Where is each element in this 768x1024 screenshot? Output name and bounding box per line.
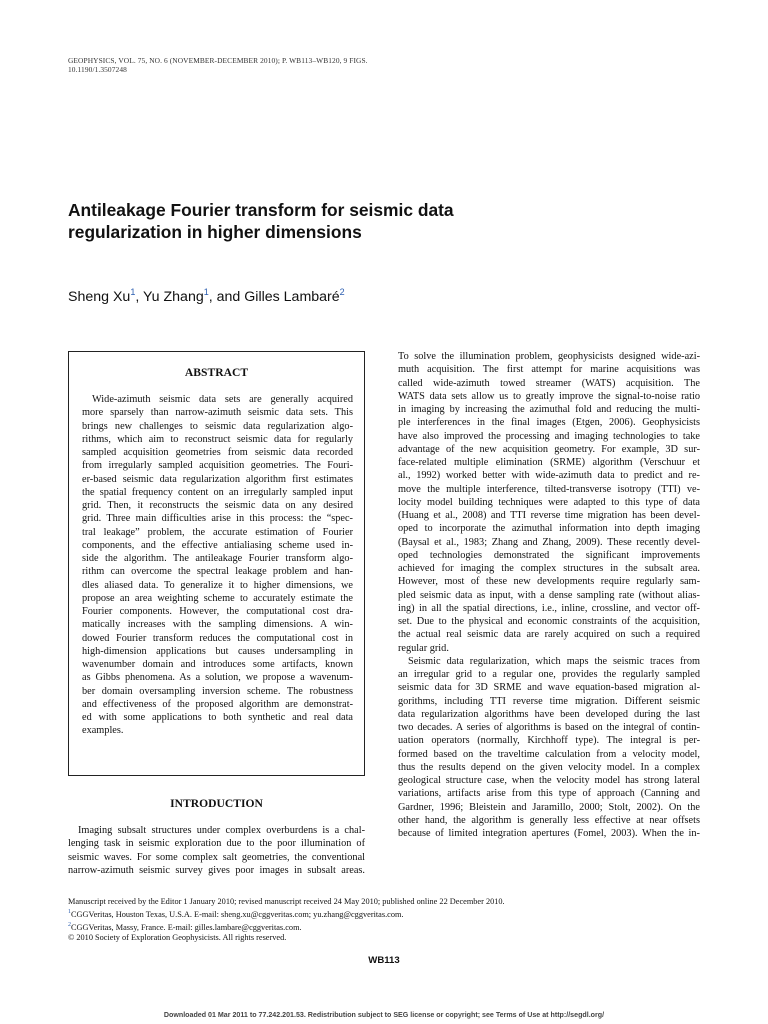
text-line: matically increases with the sampling dimensions. A win- (82, 619, 353, 631)
text-line: as Gibbs phenomena. As a solution, we propose a wavenum- (82, 672, 353, 684)
text-line: Fourier components. However, the computational cost dra- (82, 606, 353, 617)
text-line: (Huang et al., 2008) and TTI reverse time migration has been devel- (398, 510, 700, 521)
affiliation-link-1[interactable]: 1 (130, 287, 136, 297)
text-line: rithms, which aim to reconstruct seismic data for regularly (82, 433, 353, 445)
text-line: grid. Then, it reconstructs the seismic data on any desired (82, 500, 353, 511)
text-line: To solve the illumination problem, geophysicists designed wide-azi- (398, 351, 700, 362)
text-line: components, and the effective antialiasing scheme used in- (82, 539, 353, 551)
text-line: more sparsely than narrow-azimuth seismic data sets. This (82, 407, 353, 419)
text-line: Imaging subsalt structures under complex overburdens is a chal- (78, 825, 365, 836)
text-line: oped to incorporate the azimuthal information into depth imaging (398, 523, 700, 535)
introduction-heading: INTRODUCTION (170, 797, 263, 810)
journal-header (68, 56, 688, 74)
affiliation-1: $^1$CGGVeritas, Houston Texas, U.S.A. E-mail: sheng.xu@cggveritas.com; yu.zhang@cggveritas.com. (68, 909, 404, 920)
text-line: seismic data for 3D SRME and wave equation-based migration al- (398, 682, 700, 694)
text-line: in imaging by increasing the azimuthal fold and reducing the multi- (398, 404, 700, 415)
author-separator: , (135, 289, 143, 305)
text-line: tral leakage” problem, the accurate estimation of Fourier (82, 526, 353, 538)
author-separator: , and (208, 289, 245, 305)
affiliation-2: $^2$CGGVeritas, Massy, France. E-mail: gilles.lambare@cggveritas.com. (68, 922, 302, 933)
text-line: regular grid. (398, 642, 449, 654)
text-line: data regularization algorithms have been developed during the last (398, 708, 700, 720)
text-line: and effectiveness of the proposed algorithm are demonstrat- (82, 698, 353, 710)
text-line: thus the results depend on the given velocity model. In a complex (398, 761, 700, 773)
text-line: pled seismic data as input, with a dense sampling rate (without alias- (398, 589, 700, 601)
text-line: formed based on the traveltime calculation from a velocity model, (398, 748, 700, 760)
text-line: called wide-azimuth towed streamer (WATS) acquisition. The (398, 377, 700, 389)
text-line: seismic waves. For some complex salt geometries, the conventional (68, 851, 365, 863)
text-line: brings new challenges to seismic data regularization algo- (82, 420, 353, 432)
text-line: wavenumber domain and introduces some artifacts, known (82, 659, 353, 670)
journal-citation: GEOPHYSICS, VOL. 75, NO. 6 (NOVEMBER-DECEMBER 2010); P. WB113–WB120, 9 FIGS. (68, 56, 368, 65)
text-line: high-dimension applications but causes undersampling in (82, 645, 353, 657)
text-line: lenging task in seismic exploration due to the poor illumination of (68, 838, 365, 850)
author-1: Sheng Xu (68, 289, 131, 305)
text-line: side the algorithm. The antileakage Fourier transform algo- (82, 553, 353, 564)
text-line: WATS data sets allow us to greatly improve the signal-to-noise ratio (398, 390, 700, 402)
text-line: Gardner, 1996; Bleistein and Jaramillo, 2000; Stolt, 2002). On the (398, 801, 700, 813)
text-line: ple interferences in the final images (Etgen, 2006). Geophysicists (398, 417, 700, 429)
download-notice: Downloaded 01 Mar 2011 to 77.242.201.53. Redistribution subject to SEG license or copyright; see Terms of Use at http://segdl.org/ (163, 1011, 605, 1019)
text-line: ed with some applications to both synthetic and real data (82, 712, 353, 723)
text-line: al., 1992) worked better with wide-azimuth data to predict and re- (398, 470, 700, 482)
copyright: © 2010 Society of Exploration Geophysicists. All rights reserved. (68, 933, 287, 943)
text-line: have also improved the processing and imaging technologies to take (398, 430, 700, 442)
text-line: narrow-azimuth seismic survey gives poor images in subsalt areas. (68, 864, 365, 876)
text-line: er-based seismic data regularization algorithm first estimates (82, 473, 353, 485)
text-line: dowed Fourier transform reduces the computational cost in (82, 632, 353, 644)
text-line: gorithms, including TTI reverse time migration. Different seismic (398, 695, 700, 707)
text-line: Wide-azimuth seismic data sets are generally acquired (92, 394, 353, 405)
author-list (68, 287, 345, 305)
text-line: from irregularly sampled acquisition geometries. The Fouri- (82, 460, 353, 472)
abstract-box (68, 351, 365, 776)
text-line: face-related multiple elimination (SRME) algorithm (Verschuur et (398, 457, 700, 468)
text-line: set. Due to the physical and economic constraints of the acquisition, (398, 616, 700, 627)
text-line: achieved for imaging the complex structures in the subsalt area. (398, 563, 700, 574)
author-3: Gilles Lambaré (244, 289, 340, 305)
text-line: an irregular grid to a regular one, provides the regularly sampled (398, 669, 700, 680)
text-line: Seismic data regularization, which maps the seismic traces from (408, 655, 700, 667)
title-line-2: regularization in higher dimensions (68, 222, 362, 242)
text-line: dles aliased data. To generalize it to higher dimensions, we (82, 579, 353, 591)
text-line: sampled acquisition geometries from seismic data recorded (82, 447, 353, 458)
text-line: locity model building techniques were adapted to this type of data (398, 496, 700, 508)
text-line: However, most of these new developments require regularly sam- (398, 576, 700, 588)
abstract-heading: ABSTRACT (184, 366, 249, 379)
introduction-body (68, 824, 365, 877)
text-line: geological structure case, when the velocity model has strong lateral (398, 775, 700, 786)
page-number: WB113 (368, 955, 400, 966)
text-line: rithm can overcome the spectral leakage problem and han- (82, 566, 353, 578)
text-line: ber domain oversampling inversion scheme. The robustness (82, 685, 353, 697)
footnotes (68, 897, 688, 944)
text-line: grid. Three main difficulties arise in this process: the “spec- (82, 513, 353, 525)
text-line: advantage of the new acquisition geometry. For example, 3D sur- (398, 443, 700, 455)
text-line: examples. (82, 725, 124, 737)
text-line: muth acquisition. The first attempt for marine acquisitions was (398, 364, 700, 376)
text-line: other hand, the algorithm is generally less effective at near offsets (398, 814, 700, 826)
right-column-text (398, 350, 700, 840)
text-line: variations, artifacts arise from this type of approach (Canning and (398, 788, 700, 800)
text-line: propose an area weighting scheme to accurately estimate the (82, 592, 353, 604)
text-line: uation operators (normally, Kirchhoff type). The integral is per- (398, 735, 700, 747)
abstract-body (82, 393, 353, 738)
paper-title (68, 199, 528, 243)
text-line: the actual real seismic data are rarely acquired on such a required (398, 629, 700, 641)
text-line: move the multiple interference, tilted-transverse isotropy (TTI) ve- (398, 483, 700, 495)
text-line: because of limited integration apertures (Fomel, 2003). When the in- (398, 828, 700, 839)
affiliation-link-2[interactable]: 2 (339, 287, 345, 297)
text-line: (Baysal et al., 1983; Zhang and Zhang, 2009). These recently devel- (398, 536, 700, 548)
affiliation-link-1b[interactable]: 1 (203, 287, 209, 297)
author-2: Yu Zhang (142, 289, 204, 305)
manuscript-dates: Manuscript received by the Editor 1 January 2010; revised manuscript received 24 May 2010; published online 22 December 2010. (68, 897, 505, 906)
title-line-1: Antileakage Fourier transform for seismic data (68, 200, 454, 220)
text-line: the spatial frequency content on an irregularly sampled input (82, 486, 353, 498)
text-line: ing) in all the spatial directions, i.e., inline, crossline, and vector off- (398, 602, 700, 614)
doi: 10.1190/1.3507248 (68, 65, 127, 74)
text-line: oped technologies demonstrated the significant improvements (398, 549, 700, 561)
text-line: two decades. A series of algorithms is based on the integral of contin- (398, 722, 700, 733)
